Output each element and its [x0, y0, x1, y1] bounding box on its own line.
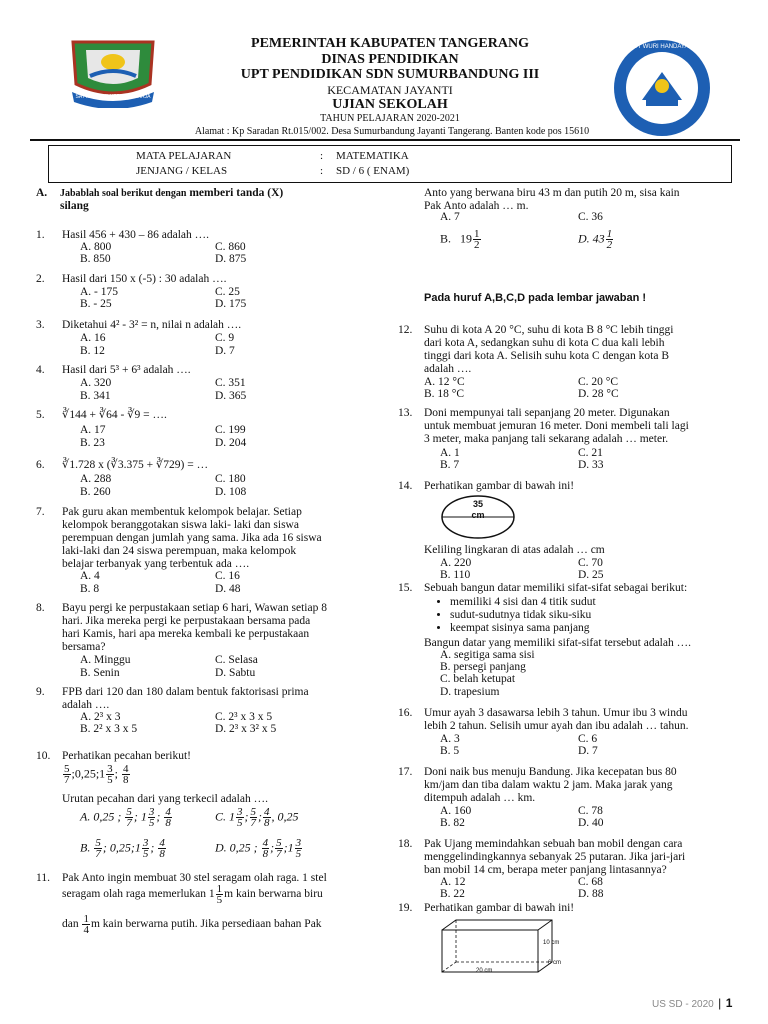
q14-num: 14. [398, 480, 413, 492]
q7-line1: Pak guru akan membentuk kelompok belajar. Setiap [62, 506, 302, 518]
q9-line2: adalah …. [62, 699, 110, 711]
q16-option-c[interactable]: C. 6 [578, 733, 598, 745]
subject-sep: : [320, 150, 324, 162]
q11-line3b: m kain berwarna putih. Jika persediaan bahan Pak [90, 918, 322, 931]
q15-option-c[interactable]: C. belah ketupat [440, 673, 516, 685]
q1-num: 1. [36, 229, 45, 241]
q2-option-a[interactable]: A. - 175 [80, 286, 119, 298]
q7-option-b[interactable]: B. 8 [80, 583, 100, 595]
section-a-letter: A. [36, 187, 48, 199]
q12-line1: Suhu di kota A 20 °C, suhu di kota B 8 °C lebih tinggi [424, 324, 674, 336]
q19-text: Perhatikan gambar di bawah ini! [424, 902, 575, 914]
q1-option-b[interactable]: B. 850 [80, 253, 111, 265]
cuboid-width-label: 6 cm [548, 960, 562, 966]
q11-option-d-letter: D. [578, 231, 590, 246]
q12-line4: adalah …. [424, 363, 472, 375]
q14-option-a[interactable]: A. 220 [440, 557, 472, 569]
q18-body [424, 838, 744, 877]
answer-instruction: Pada huruf A,B,C,D pada lembar jawaban ! [424, 292, 647, 304]
q15-num: 15. [398, 582, 413, 594]
q18-num: 18. [398, 838, 413, 850]
q10-option-b-letter: B. [80, 840, 91, 855]
q5-text: ∛144 + ∛64 - ∛9 = …. [62, 409, 167, 421]
q7-option-a[interactable]: A. 4 [80, 570, 100, 582]
q9-body [62, 686, 382, 712]
school-address: Alamat : Kp Saradan Rt.015/002. Desa Sumurbandung Jayanti Tangerang. Banten kode pos 15610 [194, 126, 590, 137]
q9-option-d[interactable]: D. 2³ x 3² x 5 [215, 723, 277, 735]
q11-line2b: m kain berwarna biru [224, 888, 323, 901]
q2-option-c[interactable]: C. 25 [215, 286, 240, 298]
q14-option-b[interactable]: B. 110 [440, 569, 471, 581]
q13-num: 13. [398, 407, 413, 419]
q9-option-c[interactable]: C. 2³ x 3 x 5 [215, 711, 273, 723]
q18-option-c[interactable]: C. 68 [578, 876, 603, 888]
q6-num: 6. [36, 459, 45, 471]
q18-option-a[interactable]: A. 12 [440, 876, 466, 888]
q10-option-d-letter: D. [215, 840, 227, 855]
q17-option-a[interactable]: A. 160 [440, 805, 472, 817]
section-a-instruction [60, 187, 380, 213]
q16-option-a[interactable]: A. 3 [440, 733, 460, 745]
q11-option-a[interactable]: A. 7 [440, 211, 460, 223]
q4-option-b[interactable]: B. 341 [80, 390, 111, 402]
left-logo-text: SATYA KARYA KERTA RAHARJA [75, 94, 151, 100]
q5-num: 5. [36, 409, 45, 421]
q14-line2: Keliling lingkaran di atas adalah … cm [424, 544, 605, 556]
cuboid-height-label: 10 cm [543, 940, 560, 946]
q2-num: 2. [36, 273, 45, 285]
q13-line3: 3 meter, maka panjang tali sekarang adalah … meter. [424, 433, 669, 445]
q10-line2: Urutan pecahan dari yang terkecil adalah …. [62, 793, 268, 805]
q11-line3: dan $\frac{1}{4}$ m kain berwarna putih. Jika persediaan bahan Pak [62, 913, 322, 936]
q10-option-c-letter: C. [215, 809, 227, 824]
q18-line2: menggelindingkannya sebanyak 25 putaran. Jika jari-jari [424, 851, 686, 863]
section-a-text3: silang [60, 200, 89, 212]
q17-body [424, 766, 744, 805]
q13-option-b[interactable]: B. 7 [440, 459, 460, 471]
section-a-text2: memberi tanda (X) [189, 187, 284, 199]
q12-body [424, 324, 744, 376]
q13-option-c[interactable]: C. 21 [578, 447, 603, 459]
q15-text: Sebuah bangun datar memiliki sifat-sifat sebagai berikut: [424, 582, 688, 594]
q13-line2: untuk membuat jemuran 16 meter. Doni membeli tali lagi [424, 420, 689, 432]
q7-line5: belajar terbanyak yang terbentuk ada …. [62, 558, 250, 570]
q2-option-d[interactable]: D. 175 [215, 298, 247, 310]
q15-property-3: • keempat sisinya sama panjang [450, 622, 596, 635]
q15-option-d[interactable]: D. trapesium [440, 686, 500, 698]
q11-right-line1: Anto yang berwana biru 43 m dan putih 20 m, sisa kain [424, 187, 680, 199]
q8-line4: bersama? [62, 641, 106, 653]
school-year: TAHUN PELAJARAN 2020-2021 [320, 113, 460, 124]
q14-option-c[interactable]: C. 70 [578, 557, 603, 569]
q7-line4: laki-laki dan 24 siswa perempuan, maka kelompok [62, 545, 297, 557]
exam-title: UJIAN SEKOLAH [332, 97, 448, 112]
q15-option-b[interactable]: B. persegi panjang [440, 661, 526, 673]
q1-option-c[interactable]: C. 860 [215, 241, 246, 253]
header-line-3: UPT PENDIDIKAN SDN SUMURBANDUNG III [240, 67, 540, 82]
q4-option-c[interactable]: C. 351 [215, 377, 246, 389]
q1-text: Hasil 456 + 430 – 86 adalah …. [62, 229, 210, 241]
q11-option-d[interactable]: D. 43 $\frac{1}{2}$ [578, 228, 613, 251]
q8-line1: Bayu pergi ke perpustakaan setiap 6 hari, Wawan setiap 8 [62, 602, 327, 614]
q10-text: Perhatikan pecahan berikut! [62, 750, 191, 762]
page-footer [652, 994, 732, 1012]
q11-line1: Pak Anto ingin membuat 30 stel seragam olah raga. 1 stel [62, 872, 327, 884]
q7-option-d[interactable]: D. 48 [215, 583, 241, 595]
q7-body [62, 506, 382, 571]
level-sep: : [320, 165, 324, 177]
q5-option-a[interactable]: A. 17 [80, 424, 106, 436]
q17-option-b[interactable]: B. 82 [440, 817, 465, 829]
q3-option-d[interactable]: D. 7 [215, 345, 235, 357]
q8-option-b[interactable]: B. Senin [80, 667, 120, 679]
q17-line1: Doni naik bus menuju Bandung. Jika kecepatan bus 80 [424, 766, 677, 778]
q12-option-d[interactable]: D. 28 °C [578, 388, 619, 400]
level-label: JENJANG / KELAS [136, 165, 228, 177]
q17-line2: km/jam dan tiba dalam waktu 2 jam. Maka jarak yang [424, 779, 673, 791]
circle-figure [440, 494, 516, 540]
cuboid-figure [440, 918, 570, 978]
q11-num: 11. [36, 872, 50, 884]
q13-option-d[interactable]: D. 33 [578, 459, 604, 471]
q4-num: 4. [36, 364, 45, 376]
q3-option-c[interactable]: C. 9 [215, 332, 235, 344]
q9-line1: FPB dari 120 dan 180 dalam bentuk faktorisasi prima [62, 686, 309, 698]
header-line-4: KECAMATAN JAYANTI [327, 83, 453, 97]
q3-option-b[interactable]: B. 12 [80, 345, 105, 357]
q18-option-b[interactable]: B. 22 [440, 888, 465, 900]
right-logo-text: TUT WURI HANDAYANI [629, 44, 695, 50]
q17-line3: ditempuh adalah … km. [424, 792, 536, 804]
q17-option-c[interactable]: C. 78 [578, 805, 603, 817]
footer-separator: | [718, 996, 722, 1010]
q4-option-a[interactable]: A. 320 [80, 377, 112, 389]
q11-option-c[interactable]: C. 36 [578, 211, 603, 223]
q3-num: 3. [36, 319, 45, 331]
q7-option-c[interactable]: C. 16 [215, 570, 240, 582]
q8-body [62, 602, 382, 654]
q9-option-b[interactable]: B. 2² x 3 x 5 [80, 723, 138, 735]
q17-num: 17. [398, 766, 413, 778]
q16-option-b[interactable]: B. 5 [440, 745, 460, 757]
q16-body [424, 707, 744, 733]
tangerang-logo [68, 36, 158, 108]
q13-option-a[interactable]: A. 1 [440, 447, 460, 459]
q18-line1: Pak Ujang memindahkan sebuah ban mobil dengan cara [424, 838, 683, 850]
q9-option-a[interactable]: A. 2³ x 3 [80, 711, 121, 723]
q13-body [424, 407, 744, 446]
header-line-2: DINAS PENDIDIKAN [321, 52, 459, 67]
q10-option-b[interactable]: B. $\frac{5}{7}$ ; 0,25;1 $\frac{3}{5}$ ; $\frac{4}{8}$ [80, 837, 165, 860]
level-value: SD / 6 ( ENAM) [336, 165, 410, 177]
subject-value: MATEMATIKA [336, 150, 409, 162]
q8-option-a[interactable]: A. Minggu [80, 654, 131, 666]
q12-num: 12. [398, 324, 413, 336]
q14-option-d[interactable]: D. 25 [578, 569, 604, 581]
q8-num: 8. [36, 602, 45, 614]
q8-option-d[interactable]: D. Sabtu [215, 667, 256, 679]
q6-text: ∛1.728 x (∛3.375 + ∛729) = … [62, 459, 209, 471]
q15-option-a[interactable]: A. segitiga sama sisi [440, 649, 535, 661]
header-rule [30, 139, 740, 141]
q12-option-a[interactable]: A. 12 °C [424, 376, 465, 388]
q11-option-b-letter: B. [440, 231, 452, 246]
page-number: 1 [725, 996, 733, 1010]
q7-line2: kelompok beranggotakan siswa laki- laki dan siswa [62, 519, 299, 531]
q10-num: 10. [36, 750, 51, 762]
q15-properties-list [420, 596, 596, 635]
q2-text: Hasil dari 150 x (-5) : 30 adalah …. [62, 273, 227, 285]
q12-line3: tinggi dari kota A. Selisih suhu kota C dengan kota B [424, 350, 669, 362]
q11-line2: seragam olah raga memerlukan 1 $\frac{1}{5}$ m kain berwarna biru [62, 883, 323, 906]
q18-option-d[interactable]: D. 88 [578, 888, 604, 900]
q10-option-a[interactable]: A. 0,25 ; $\frac{5}{7}$ ; 1 $\frac{3}{5}$ ; $\frac{4}{8}$ [80, 806, 171, 829]
q13-line1: Doni mempunyai tali sepanjang 20 meter. Digunakan [424, 407, 670, 419]
q10-fractions: $\frac{5}{7}$ ;0,25;1 $\frac{3}{5}$ ; $\frac{4}{8}$ [64, 763, 129, 786]
q7-line3: perempuan dengan jumlah yang sama. Jika ada 16 siswa [62, 532, 322, 544]
q12-line2: dari kota A, sedangkan suhu di kota C dua kali lebih [424, 337, 665, 349]
q11-option-b[interactable]: B. 19 $\frac{1}{2}$ [440, 228, 480, 251]
q4-text: Hasil dari 5³ + 6³ adalah …. [62, 364, 191, 376]
q14-text: Perhatikan gambar di bawah ini! [424, 480, 575, 492]
q9-num: 9. [36, 686, 45, 698]
q3-text: Diketahui 4² - 3² = n, nilai n adalah …. [62, 319, 242, 331]
q11-continuation [424, 187, 744, 213]
q5-option-d[interactable]: D. 204 [215, 437, 247, 449]
q11-right-line2: Pak Anto adalah … m. [424, 200, 529, 212]
q16-line1: Umur ayah 3 dasawarsa lebih 3 tahun. Umur ibu 3 windu [424, 707, 688, 719]
circle-diameter-label: 35 cm [471, 499, 485, 520]
footer-label: US SD - 2020 [652, 999, 714, 1010]
q18-line3: ban mobil 14 cm, berapa meter panjang lintasannya? [424, 864, 667, 876]
q16-option-d[interactable]: D. 7 [578, 745, 598, 757]
q5-option-c[interactable]: C. 199 [215, 424, 246, 436]
q15-line2: Bangun datar yang memiliki sifat-sifat tersebut adalah …. [424, 637, 691, 649]
q12-option-b[interactable]: B. 18 °C [424, 388, 465, 400]
q10-option-d[interactable]: D. 0,25 ; $\frac{4}{8}$ ; $\frac{5}{7}$ ;1 $\frac{3}{5}$ [215, 837, 302, 860]
q6-option-d[interactable]: D. 108 [215, 486, 247, 498]
q6-option-b[interactable]: B. 260 [80, 486, 111, 498]
q5-option-b[interactable]: B. 23 [80, 437, 105, 449]
q1-option-a[interactable]: A. 800 [80, 241, 112, 253]
q12-option-c[interactable]: C. 20 °C [578, 376, 619, 388]
tut-wuri-logo [612, 38, 712, 138]
header-line-1: PEMERINTAH KABUPATEN TANGERANG [251, 36, 529, 51]
q10-option-a-letter: A. [80, 809, 91, 824]
q8-option-c[interactable]: C. Selasa [215, 654, 258, 666]
q11-line2a: seragam olah raga memerlukan [62, 888, 207, 901]
q3-option-a[interactable]: A. 16 [80, 332, 106, 344]
q6-option-c[interactable]: C. 180 [215, 473, 246, 485]
q6-option-a[interactable]: A. 288 [80, 473, 112, 485]
q2-option-b[interactable]: B. - 25 [80, 298, 112, 310]
q4-option-d[interactable]: D. 365 [215, 390, 247, 402]
subject-label: MATA PELAJARAN [136, 150, 232, 162]
q7-num: 7. [36, 506, 45, 518]
q17-option-d[interactable]: D. 40 [578, 817, 604, 829]
section-a-text1: Jabablah soal berikut dengan [60, 188, 187, 199]
q16-line2: lebih 2 tahun. Selisih umur ayah dan ibu adalah … tahun. [424, 720, 689, 732]
q11-line3a: dan [62, 918, 79, 931]
q19-num: 19. [398, 902, 413, 914]
q8-line2: hari. Jika mereka pergi ke perpustakaan bersama pada [62, 615, 311, 627]
q1-option-d[interactable]: D. 875 [215, 253, 247, 265]
cuboid-length-label: 20 cm [476, 968, 493, 974]
q10-option-c[interactable]: C. 1 $\frac{3}{5}$ ; $\frac{5}{7}$ ; $\frac{4}{8}$ , 0,25 [215, 806, 299, 829]
q15-property-2: • sudut-sudutnya tidak siku-siku [450, 609, 596, 622]
q16-num: 16. [398, 707, 413, 719]
q15-property-1: • memiliki 4 sisi dan 4 titik sudut [450, 596, 596, 609]
q8-line3: hari Kamis, hari apa mereka kembali ke perpustakaan [62, 628, 310, 640]
